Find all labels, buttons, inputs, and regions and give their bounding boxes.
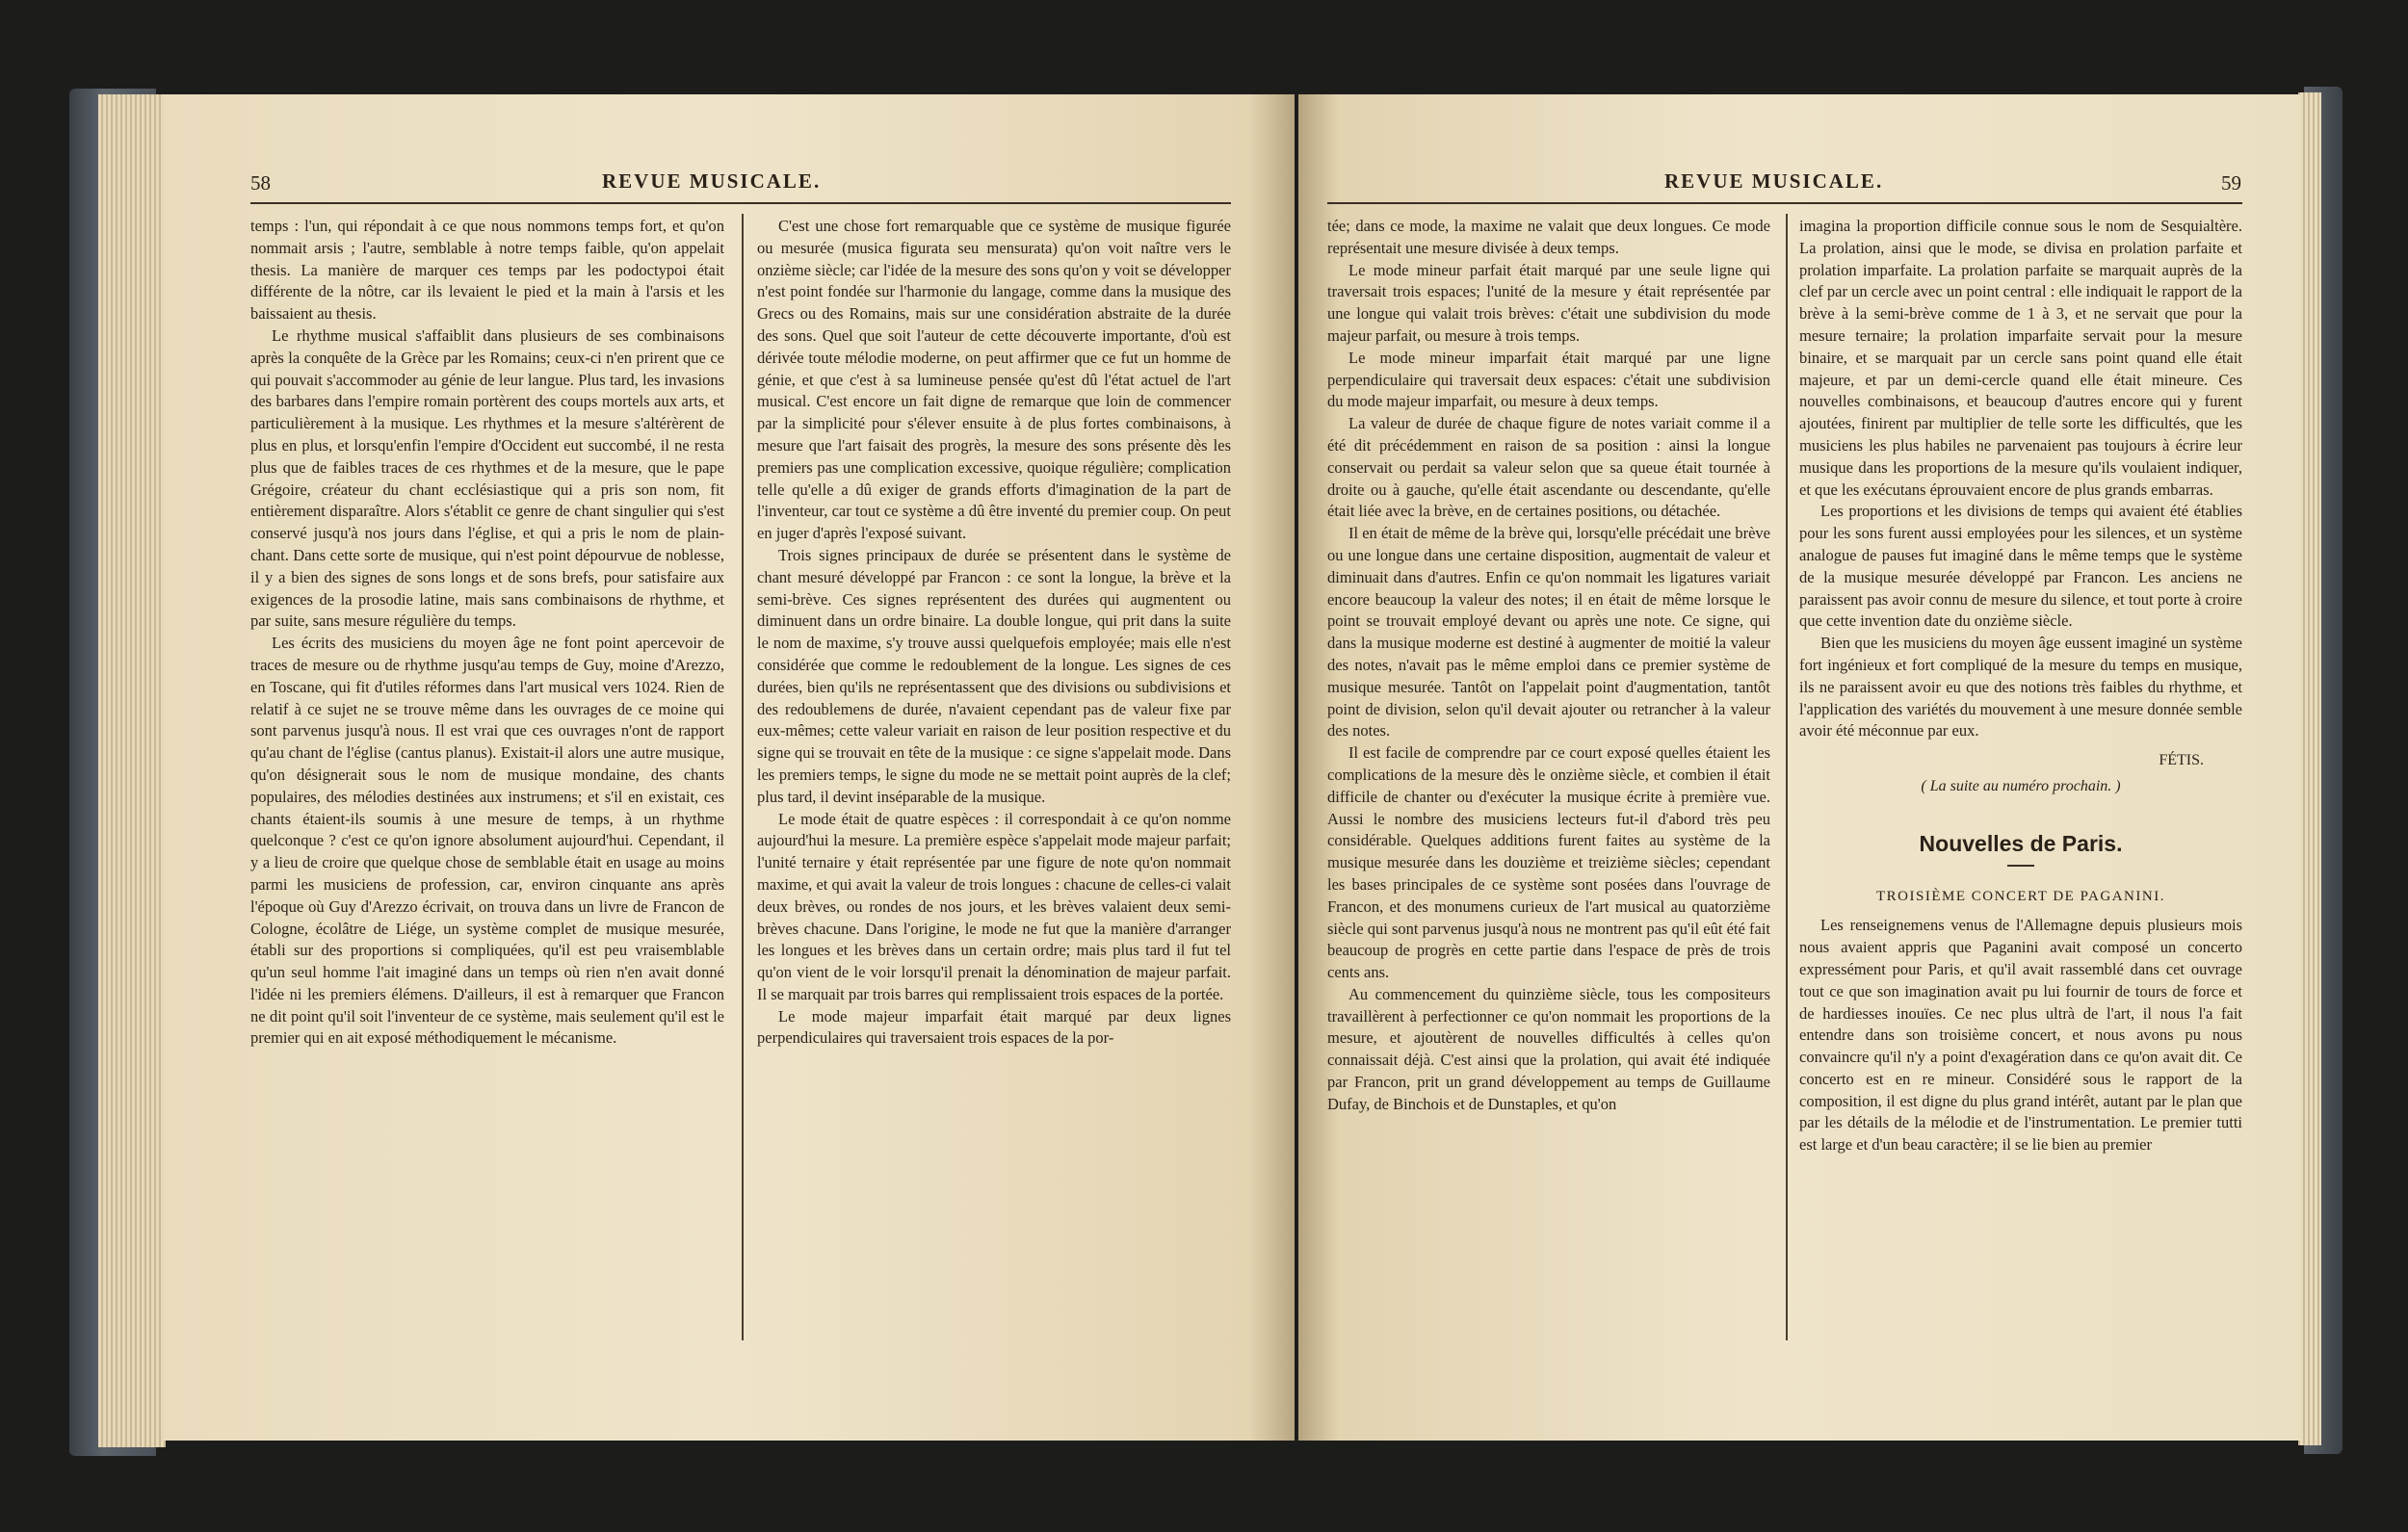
- paragraph: La valeur de durée de chaque figure de notes variait comme il a été dit précédemment en raison de sa position : ainsi la longue conservait ou perdait sa valeur selon que sa queue était tournée à droite ou à gauche, qu'elle était ascendante ou descendante, qu'elle était liée avec la brève, en de certaines positions, ou détachée.: [1327, 414, 1770, 521]
- subsection-title: TROISIÈME CONCERT DE PAGANINI.: [1876, 888, 2165, 904]
- column-2: [757, 216, 1231, 1050]
- paragraph: Le rhythme musical s'affaiblit dans plusieurs de ses combinaisons après la conquête de la Grèce par les Romains; ceux-ci n'en prirent que ce qui pouvait s'accommoder au génie de leur langue. Plus tard, les invasions des barbares dans l'empire romain portèrent des coups mortels aux arts, et particulièrement à la musique. Les rhythmes et la mesure s'altérèrent de plus en plus, et lorsqu'enfin l'empire d'Occident eut succombé, il ne resta plus que de faibles traces de ces rhythmes et de la mesure, que le pape Grégoire, créateur du chant ecclésiastique qui a pris son nom, fit entièrement disparaître. Alors s'établit ce genre de chant singulier qui s'est conservé jusqu'à nos jours dans l'église, et qui a pris le nom de plain-chant. Dans cette sorte de musique, qui n'est point dépourvue de noblesse, il y a bien des signes de sons longs et de sons brefs, pour satisfaire aux exigences de la prosodie latine, mais sans combinaisons de rhythme, et par suite, sans mesure régulière du temps.: [250, 325, 724, 631]
- column-divider: [1786, 214, 1788, 1340]
- paragraph: Le mode mineur parfait était marqué par une seule ligne qui traversait trois espaces; l'unité de la mesure y était représentée par une longue qui valait trois brèves: c'était une subdivision du mode majeur parfait, ou mesure à trois temps.: [1327, 260, 1770, 345]
- paragraph: Il en était de même de la brève qui, lorsqu'elle précédait une brève ou une longue dans une certaine disposition, augmentait de valeur et diminuait dans d'autres. Enfin ce qu'on nommait les ligatures variait encore beaucoup la valeur des notes; il en était de même lorsque le point se trouvait employé devant ou après une note. Ce signe, qui dans la musique moderne est destiné à augmenter de moitié la valeur des notes, n'avait pas le même emploi dans ce premier système de musique mesurée. Tantôt on l'appelait point d'augmentation, tantôt point de division, selon qu'il devait ajouter ou retrancher à la valeur des notes.: [1327, 524, 1770, 740]
- paragraph: Le mode majeur imparfait était marqué par deux lignes perpendiculaires qui traversaient trois espaces de la por-: [757, 1006, 1231, 1048]
- running-head: REVUE MUSICALE.: [1664, 169, 1884, 193]
- paragraph: Le mode mineur imparfait était marqué par une ligne perpendiculaire qui traversait deux espaces: c'était une subdivision du mode majeur imparfait, ou mesure à deux temps.: [1327, 348, 1770, 411]
- right-page: [1298, 94, 2300, 1441]
- column-divider: [742, 214, 744, 1340]
- paragraph: Les proportions et les divisions de temps qui avaient été établies pour les sons furent aussi employées pour les silences, et un système analogue de pauses fut imaginé dans le même temps que le système de la musique mesurée développé par Francon. Les anciens ne paraissent pas avoir connu de mesure du silence, et tout porte à croire que cette invention date du onzième siècle.: [1799, 502, 2242, 631]
- paragraph: C'est une chose fort remarquable que ce système de musique figurée ou mesurée (musica figurata seu mensurata) qu'on voit naître vers le onzième siècle; car l'idée de la mesure des sons qu'on y voit se développer n'est point fondée sur l'harmonie du langage, comme dans la musique des Grecs ou des Romains, mais sur une considération abstraite de la durée des sons. Quel que soit l'auteur de cette découverte importante, d'où est dérivée toute mélodie moderne, on peut affirmer que ce fut un homme de génie, et que c'est à sa lumineuse pensée qu'est dû l'état actuel de l'art musical. C'est encore un fait digne de remarque que loin de commencer par la simplicité pour s'élever ensuite à de plus fortes combinaisons, à mesure que l'art faisait des progrès, la mesure des sons présente dès les premiers pas une complication excessive, quoique régulière; complication telle qu'elle a dû exiger de grands efforts d'imagination de la part de l'inventeur, car tout ce système a dû être inventé du premier coup. On peut en juger d'après l'exposé suivant.: [757, 217, 1231, 543]
- continuation-note: ( La suite au numéro prochain. ): [1921, 777, 2121, 794]
- right-page-edges: [2298, 92, 2321, 1445]
- column-1: [1327, 216, 1770, 1116]
- page-number: 59: [2221, 171, 2241, 195]
- page-number: 58: [250, 171, 271, 195]
- left-page: [164, 94, 1295, 1441]
- section-dash: [2007, 865, 2034, 867]
- column-2: [1799, 216, 2242, 1156]
- open-book: [69, 81, 2343, 1477]
- paragraph: Bien que les musiciens du moyen âge eussent imaginé un système fort ingénieux et fort compliqué de la mesure du temps en musique, ils ne paraissent avoir eu que des notions très faibles du rhythme, et l'application des variétés du mouvement à une mesure donnée semble avoir été méconnue par eux.: [1799, 634, 2242, 740]
- paragraph: Le mode était de quatre espèces : il correspondait à ce qu'on nomme aujourd'hui la mesure. La première espèce s'appelait mode majeur parfait; l'unité ternaire y était représentée par une figure de note qu'on nommait maxime, et qui avait la valeur de trois longues : chacune de celles-ci valait deux brèves, ou rondes de nos jours, et les brèves valaient deux semi-brèves chacune. Dans l'origine, le mode ne fut que la manière d'arranger les longues et les brèves dans un certain ordre; mais plus tard il fut tel qu'on vient de le voir lorsqu'il prenait la dénomination de majeur parfait. Il se marquait par trois barres qui remplissaient trois espaces de la portée.: [757, 809, 1231, 1003]
- section-title: Nouvelles de Paris.: [1919, 830, 2123, 856]
- paragraph: Au commencement du quinzième siècle, tous les compositeurs travaillèrent à perfectionner ce qu'on nommait les proportions de la mesure, et ajoutèrent de nouvelles difficultés à celles qu'on connaissait déjà. C'est ainsi que la prolation, qui avait été indiquée par Francon, prit un grand développement au temps de Guillaume Dufay, de Binchois et de Dunstaples, et qu'on: [1327, 984, 1770, 1113]
- header-rule: [250, 202, 1231, 204]
- author-signature: FÉTIS.: [2159, 752, 2204, 769]
- paragraph: imagina la proportion difficile connue sous le nom de Sesquialtère. La prolation, ainsi que le mode, se divisa en prolation parfaite et prolation imparfaite. La prolation parfaite se marquait auprès de la clef par un cercle avec un point central : elle indiquait le rapport de la brève à la semi-brève comme de 1 à 3, et ne servait que pour la mesure ternaire; la prolation imparfaite servait pour la mesure binaire, et se marquait par un cercle sans point quand elle était majeure, et par un demi-cercle quand elle était mineure. Ces nouvelles combinaisons, et beaucoup d'autres encore qui y furent ajoutées, finirent par multiplier de telle sorte les difficultés, que les musiciens les plus habiles ne parvenaient pas toujours à écrire leur musique dans les proportions de la mesure qu'ils voulaient indiquer, et que les exécutans éprouvaient encore de plus grands embarras.: [1799, 217, 2242, 499]
- paragraph: tée; dans ce mode, la maxime ne valait que deux longues. Ce mode représentait une mesure divisée à deux temps.: [1327, 217, 1770, 257]
- paragraph: Il est facile de comprendre par ce court exposé quelles étaient les complications de la mesure dès le onzième siècle, et combien il était difficile de chanter ou d'exécuter la musique écrite à première vue. Aussi le nombre des musiciens lecteurs fut-il d'abord très peu considérable. Quelques additions furent faites au système de la musique mesurée dans les douzième et treizième siècles; cependant les bases principales de ce système sont posées dans l'ouvrage de Francon, et des monumens curieux de l'art musical au quatorzième siècle qui sont parvenus jusqu'à nous ne montrent pas qu'il eût été fait beaucoup de progrès en cette partie dans l'espace de près de trois cents ans.: [1327, 743, 1770, 982]
- paragraph: Trois signes principaux de durée se présentent dans le système de chant mesuré développé par Francon : ce sont la longue, la brève et la semi-brève. Ces signes représentent des durées qui augmentent ou diminuent dans un ordre binaire. La double longue, qui prit dans la suite le nom de maxime, s'y trouve aussi quelquefois employée; mais elle n'est considérée que comme le redoublement de la longue. Les signes de ces durées, bien qu'ils ne représentassent que des divisions ou subdivisions et des redoublemens de durée, n'avaient cependant pas de valeur fixe par eux-mêmes; cette valeur variait en raison de leur position respective et du signe qui se trouvait en tête de la musique : ce signe s'appelait mode. Dans les premiers temps, le signe du mode ne se mettait point auprès de la clef; plus tard, il devint inséparable de la musique.: [757, 545, 1231, 806]
- paragraph: Les écrits des musiciens du moyen âge ne font point apercevoir de traces de mesure ou de rhythme jusqu'au temps de Guy, moine d'Arezzo, en Toscane, qui fit d'utiles réformes dans l'art musical vers 1024. Rien de relatif à ce sujet ne se trouve même dans les ouvrages de ce moine qui sont parvenus jusqu'à nous. Il est vrai que ces ouvrages n'ont de rapport qu'au chant de l'église (cantus planus). Existait-il alors une autre musique, qu'on désignerait sous le nom de musique mondaine, des chants populaires, des mélodies destinées aux instrumens; et s'il en existait, ces chants étaient-ils soumis à une mesure de temps, à un rhythme quelconque ? c'est ce qu'on ignore absolument aujourd'hui. Cependant, il y a lieu de croire que quelque chose de semblable était en usage au moins parmi les musiciens de profession, car, environ cinquante ans après l'époque où Guy d'Arezzo écrivait, on trouva dans un livre de Francon de Cologne, écolâtre de Liége, un système complet de musique mesurée, établi sur des proportions si compliquées, qu'il est peu vraisemblable qu'un seul homme l'ait imaginé dans un temps où rien n'en avait donné l'idée ni les premiers élémens. D'ailleurs, il est à remarquer que Francon ne dit point qu'il soit l'inventeur de ce système, mais seulement qu'il est le premier qui en ait exposé méthodiquement le mécanisme.: [250, 634, 724, 1048]
- left-page-edges: [98, 94, 166, 1447]
- paragraph: Les renseignemens venus de l'Allemagne depuis plusieurs mois nous avaient appris que Paganini avait composé un concerto expressément pour Paris, et qu'il avait rassemblé dans cet ouvrage tout ce que son imagination avait pu lui fournir de tours de force et de hardiesses inouïes. Ce nec plus ultrà de l'art, il nous l'a fait entendre dans son troisième concert, et nous avons pu nous convaincre qu'il n'y a point d'exagération dans ce qu'on avait dit. Ce concerto est en re mineur. Considéré sous le rapport de la composition, il est digne du plus grand intérêt, autant par le plan que par les détails de la mélodie et de l'instrumentation. Le premier tutti est large et d'un beau caractère; il se lie bien au premier: [1799, 916, 2242, 1155]
- header-rule: [1327, 202, 2242, 204]
- paragraph: temps : l'un, qui répondait à ce que nous nommons temps fort, et qu'on nommait arsis ; l'autre, semblable à notre temps faible, qu'on appelait thesis. La manière de marquer ces temps par les podoctypoi était différente de la nôtre, car ils levaient le pied et la main à l'arsis et les baissaient au thesis.: [250, 217, 724, 324]
- column-1: [250, 216, 724, 1050]
- running-head: REVUE MUSICALE.: [602, 169, 822, 193]
